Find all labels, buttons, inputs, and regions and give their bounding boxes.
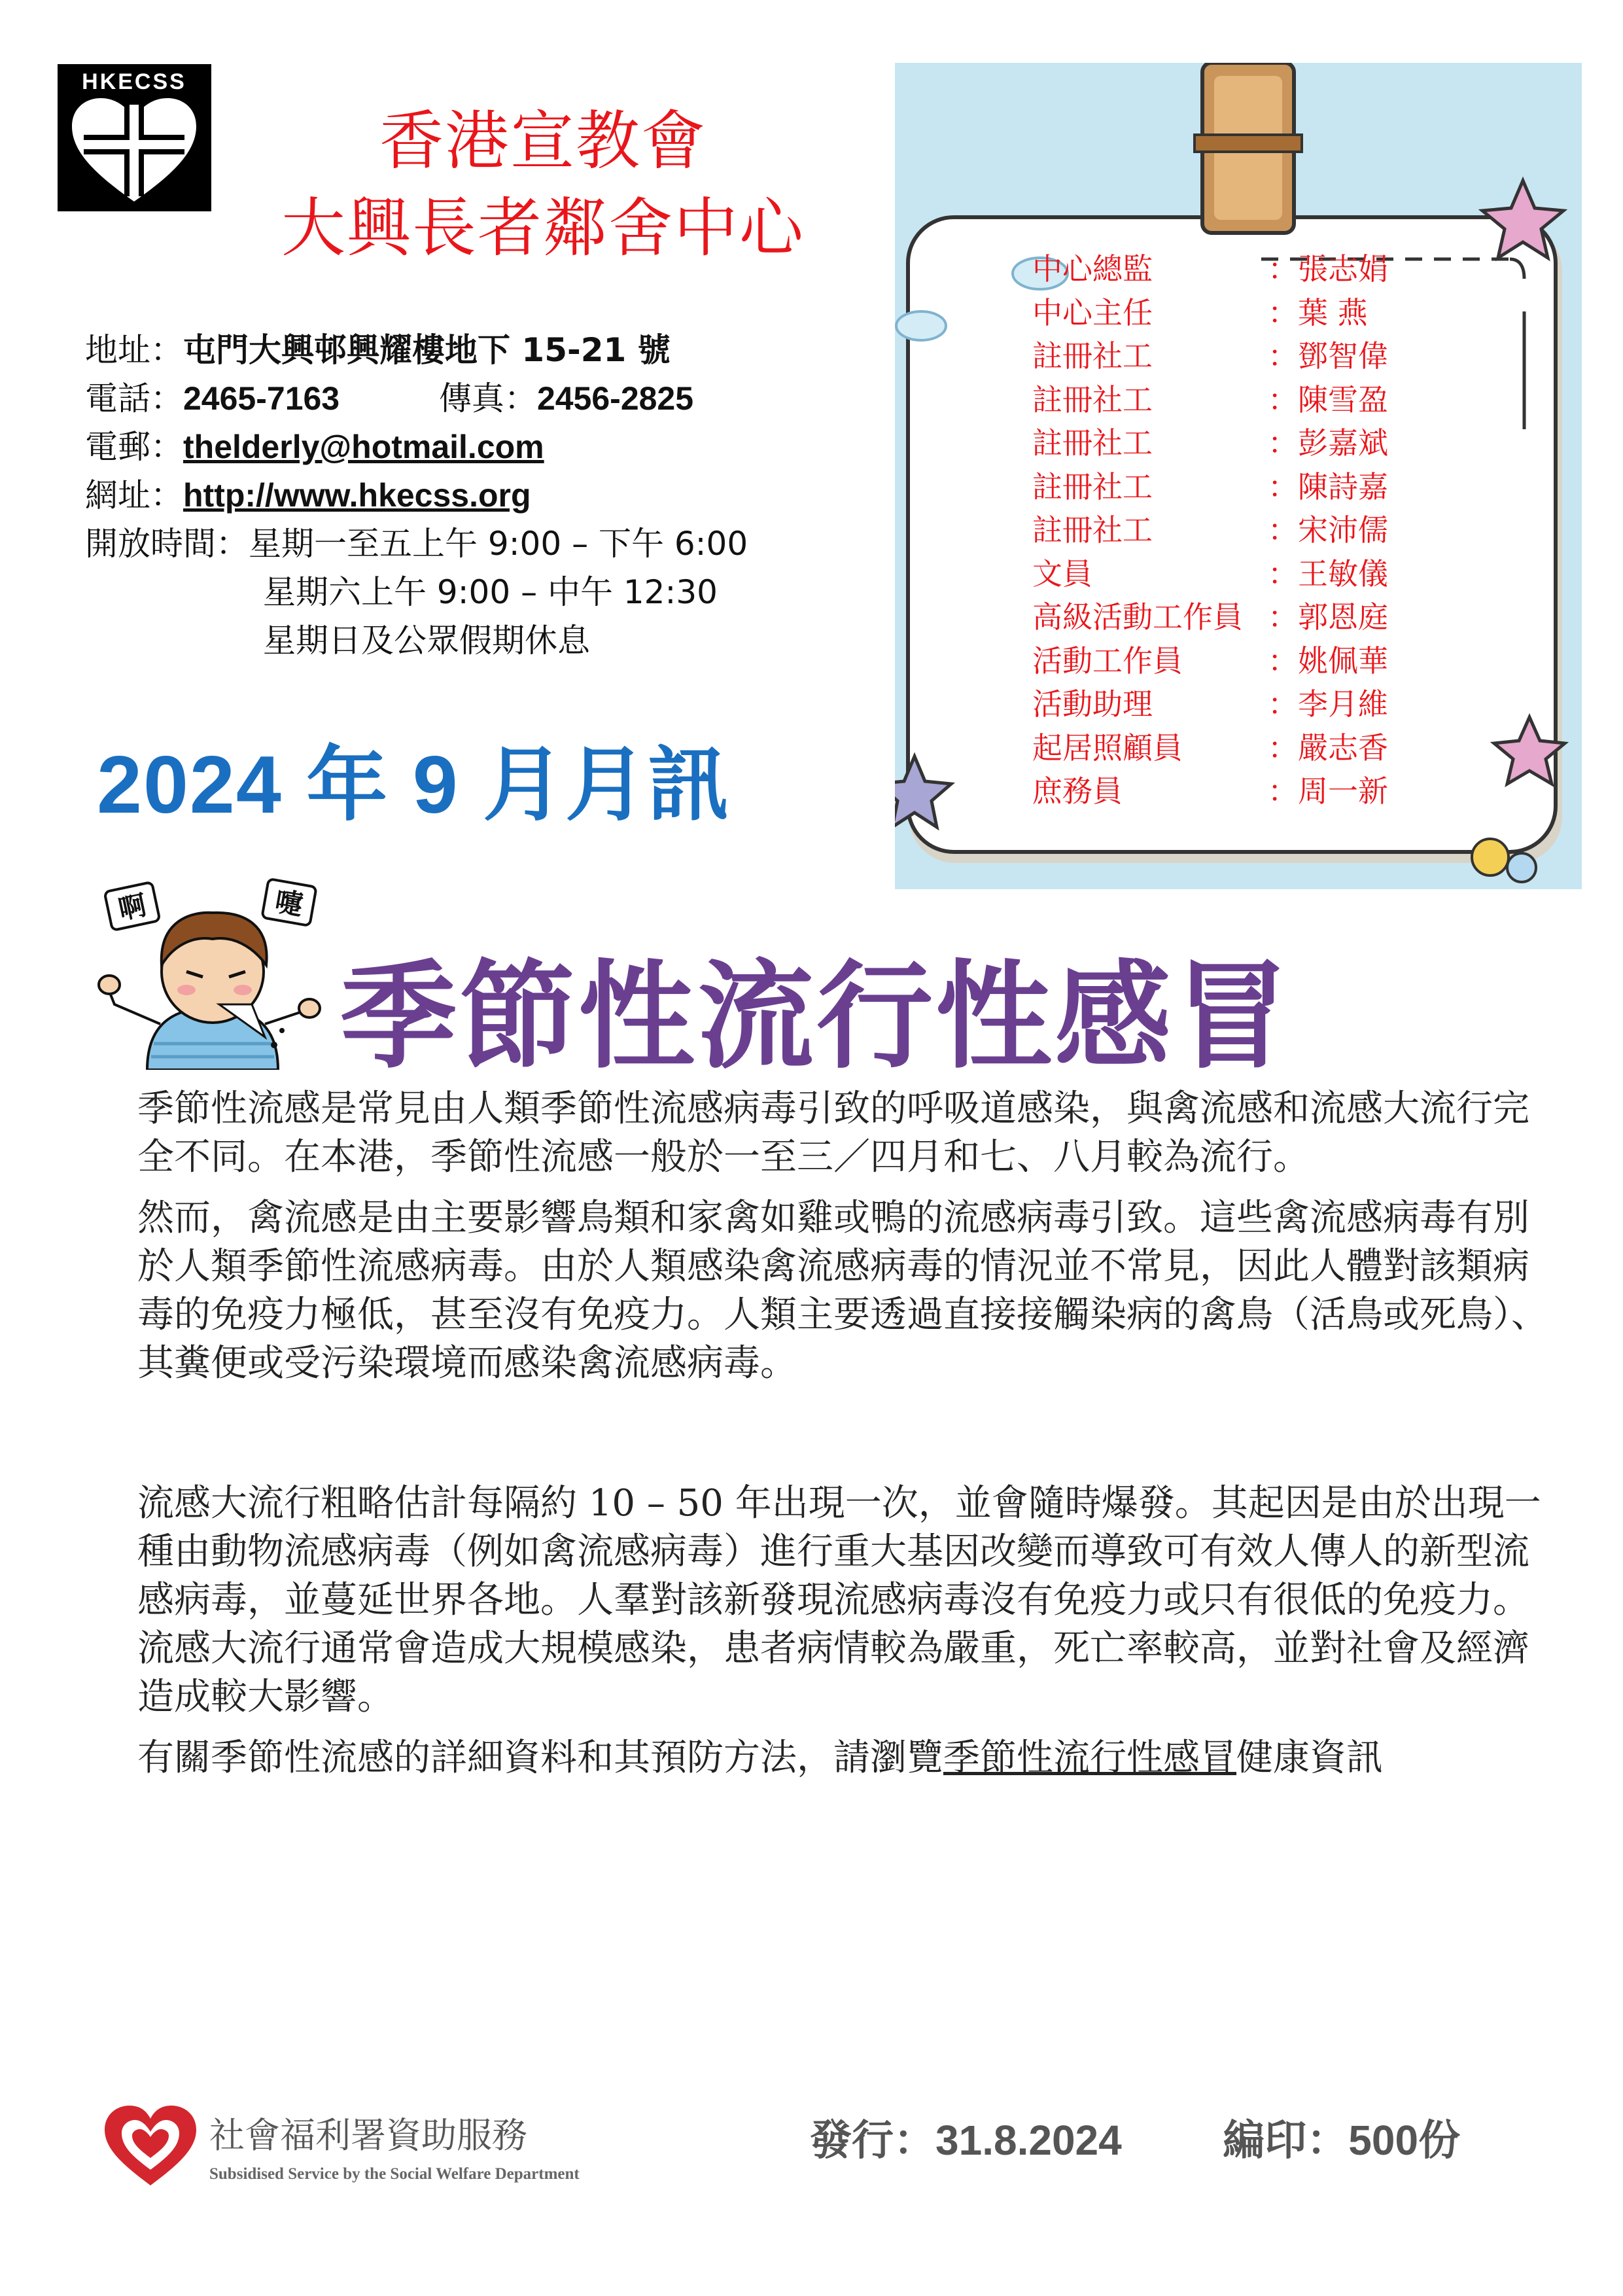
staff-role: 起居照顧員 [1032, 730, 1183, 766]
print-unit: 份 [1418, 2117, 1461, 2165]
staff-name: ：宋沛儒 [1268, 512, 1388, 548]
staff-name: ：葉 燕 [1268, 294, 1368, 330]
hours-weekday: 星期一至五上午 9:00 – 下午 6:00 [249, 525, 748, 563]
staff-role: 活動工作員 [1032, 643, 1183, 679]
hkecss-logo [58, 64, 211, 211]
staff-role: 註冊社工 [1032, 425, 1153, 461]
staff-role: 註冊社工 [1032, 338, 1153, 374]
staff-row [1032, 465, 1388, 509]
health-info-link[interactable]: 季節性流行性感冒 [943, 1737, 1236, 1779]
sneeze-text-2: 嚏 [272, 885, 305, 922]
hours-saturday: 星期六上午 9:00 – 中午 12:30 [263, 573, 718, 611]
phone-value: 2465-7163 [183, 380, 340, 417]
staff-row [1032, 639, 1388, 683]
more-info-prefix: 有關季節性流感的詳細資料和其預防方法，請瀏覽 [137, 1737, 943, 1779]
hours-row [85, 520, 748, 568]
staff-role: 文員 [1032, 556, 1092, 592]
staff-role: 中心主任 [1032, 294, 1153, 330]
address-value: 屯門大興邨興耀樓地下 15-21 號 [183, 331, 671, 369]
issued-date: 31.8.2024 [935, 2117, 1122, 2164]
staff-name: ：王敏儀 [1268, 556, 1388, 592]
website-link[interactable]: http://www.hkecss.org [183, 477, 531, 514]
contact-info [85, 326, 748, 665]
staff-name: ：周一新 [1268, 773, 1388, 809]
hours-sunday: 星期日及公眾假期休息 [263, 622, 590, 660]
staff-name: ：嚴志香 [1268, 730, 1388, 766]
issue-title: 2024 年 9 月月訊 [97, 740, 731, 830]
staff-list [1032, 247, 1388, 813]
staff-row [1032, 726, 1388, 770]
more-info-suffix: 健康資訊 [1236, 1737, 1383, 1779]
fax-value: 2456-2825 [536, 380, 694, 417]
staff-name: ：鄧智偉 [1268, 338, 1388, 374]
email-row [85, 423, 748, 471]
print-count: 500 [1348, 2117, 1419, 2164]
swd-logo [98, 2094, 621, 2199]
address-label: 地址： [85, 331, 183, 369]
logo-text: HKECSS [82, 69, 186, 94]
hours-label: 開放時間： [85, 525, 249, 563]
paragraph-pandemic: 流感大流行粗略估計每隔約 10 – 50 年出現一次，並會隨時爆發。其起因是由於出現一種由動物流感病毒（例如禽流感病毒）進行重大基因改變而導致可有效人傳人的新型流感病毒，並蔓延世界各地。人羣對該新發現流感病毒沒有免疫力或只有很低的免疫力。流感大流行通常會造成大規模感染，患者病情較為嚴重，死亡率較高，並對社會及經濟造成較大影響。 [137, 1482, 1541, 1718]
paragraph-seasonal-flu: 季節性流感是常見由人類季節性流感病毒引致的呼吸道感染，與禽流感和流感大流行完全不同。在本港，季節性流感一般於一至三／四月和七、八月較為流行。 [137, 1087, 1529, 1178]
staff-role: 高級活動工作員 [1032, 599, 1243, 635]
staff-name: ：張志娟 [1268, 251, 1388, 287]
staff-role: 中心總監 [1032, 251, 1153, 287]
staff-role: 註冊社工 [1032, 468, 1153, 504]
fax-label: 傳真： [438, 380, 537, 417]
print-label: 編印： [1223, 2117, 1349, 2165]
staff-role: 註冊社工 [1032, 512, 1153, 548]
swd-english-name: Subsidised Service by the Social Welfare Department [209, 2165, 580, 2183]
email-link[interactable]: thelderly@hotmail.com [183, 429, 544, 465]
staff-row [1032, 508, 1388, 552]
swd-chinese-name: 社會福利署資助服務 [209, 2115, 527, 2156]
phone-label: 電話： [85, 380, 183, 417]
staff-row [1032, 334, 1388, 378]
staff-role: 活動助理 [1032, 686, 1153, 722]
staff-row [1032, 378, 1388, 422]
org-name-line1: 香港宣教會 [379, 104, 707, 179]
staff-name: ：姚佩華 [1268, 643, 1388, 679]
staff-row [1032, 291, 1388, 335]
staff-row [1032, 595, 1388, 639]
staff-row [1032, 421, 1388, 465]
staff-role: 註冊社工 [1032, 381, 1153, 417]
email-label: 電郵： [85, 428, 183, 466]
article-body [137, 1085, 1550, 1795]
staff-name: ：陳雪盈 [1268, 381, 1388, 417]
staff-name: ：陳詩嘉 [1268, 468, 1388, 504]
website-label: 網址： [85, 476, 183, 514]
organization-name [216, 98, 870, 272]
address-row [85, 326, 748, 374]
staff-name: ：郭恩庭 [1268, 599, 1388, 635]
staff-row [1032, 682, 1388, 726]
staff-name: ：李月維 [1268, 686, 1388, 722]
staff-role: 庶務員 [1032, 773, 1123, 809]
phone-row [85, 374, 748, 423]
staff-name: ：彭嘉斌 [1268, 425, 1388, 461]
issued-label: 發行： [810, 2117, 935, 2165]
staff-row [1032, 552, 1388, 596]
staff-row [1032, 247, 1388, 291]
website-row [85, 471, 748, 520]
sneeze-text-1: 啊 [115, 889, 149, 926]
staff-row [1032, 769, 1388, 813]
org-name-line2: 大興長者鄰舍中心 [281, 191, 805, 266]
article-headline: 季節性流行性感冒 [340, 949, 1293, 1084]
paragraph-avian-flu: 然而，禽流感是由主要影響鳥類和家禽如雞或鴨的流感病毒引致。這些禽流感病毒有別於人類季節性流感病毒。由於人類感染禽流感病毒的情況並不常見，因此人體對該類病毒的免疫力極低，甚至沒有免疫力。人類主要透過直接接觸染病的禽鳥（活鳥或死鳥）、其糞便或受污染環境而感染禽流感病毒。 [137, 1197, 1548, 1385]
publication-info [810, 2107, 1460, 2167]
paragraph-more-info [137, 1734, 1550, 1782]
sneezing-boy-illustration [88, 874, 337, 1070]
